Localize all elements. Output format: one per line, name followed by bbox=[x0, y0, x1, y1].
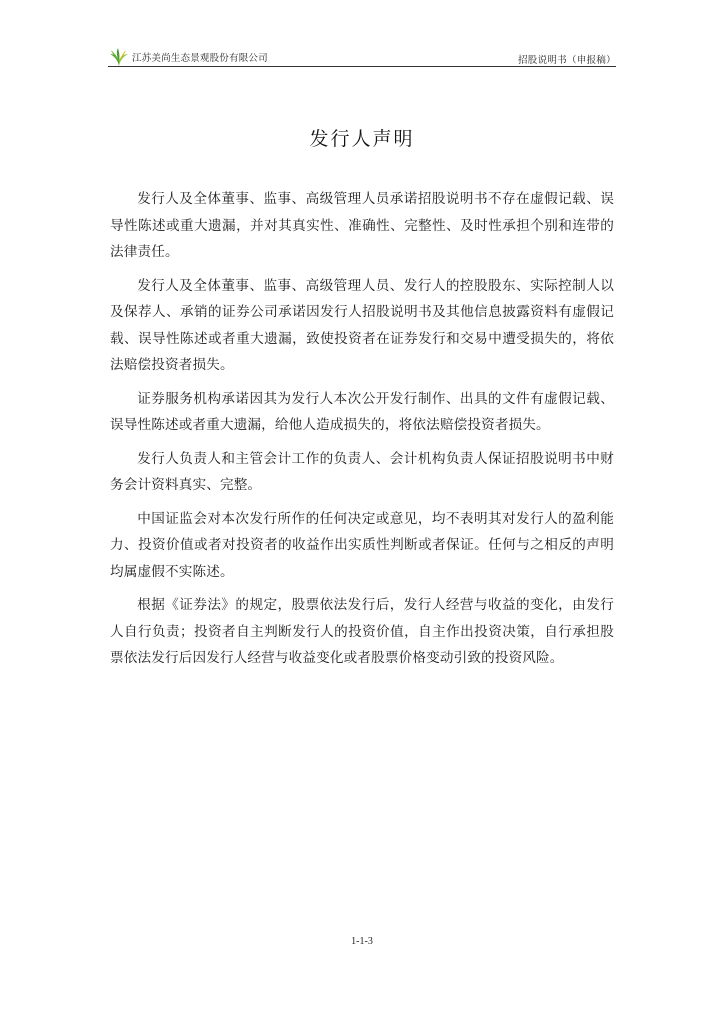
page-title: 发行人声明 bbox=[309, 128, 415, 150]
document-type: 招股说明书（申报稿） bbox=[517, 55, 616, 66]
paragraph: 根据《证券法》的规定，股票依法发行后，发行人经营与收益的变化，由发行人自行负责；投资者自主判断发行人的投资价值，自主作出投资决策，自行承担股票依法发行后因发行人经营与收益变化或者股票价格变动引致的投资风险。 bbox=[110, 597, 614, 666]
page-header bbox=[108, 46, 616, 68]
statement-body bbox=[110, 186, 614, 679]
company-name: 江苏美尚生态景观股份有限公司 bbox=[132, 53, 268, 64]
paragraph: 中国证监会对本次发行所作的任何决定或意见，均不表明其对发行人的盈利能力、投资价值或者对投资者的收益作出实质性判断或者保证。任何与之相反的声明均属虚假不实陈述。 bbox=[110, 510, 614, 580]
company-logo-icon bbox=[108, 46, 130, 68]
paragraph: 发行人及全体董事、监事、高级管理人员承诺招股说明书不存在虚假记载、误导性陈述或重大遗漏，并对其真实性、准确性、完整性、及时性承担个别和连带的法律责任。 bbox=[110, 191, 614, 260]
paragraph: 证券服务机构承诺因其为发行人本次公开发行制作、出具的文件有虚假记载、误导性陈述或者重大遗漏，给他人造成损失的，将依法赔偿投资者损失。 bbox=[110, 390, 614, 433]
page-number: 1-1-3 bbox=[351, 936, 373, 947]
paragraph: 发行人负责人和主管会计工作的负责人、会计机构负责人保证招股说明书中财务会计资料真实、完整。 bbox=[110, 450, 614, 493]
header-divider bbox=[108, 66, 616, 67]
paragraph: 发行人及全体董事、监事、高级管理人员、发行人的控股股东、实际控制人以及保荐人、承销的证券公司承诺因发行人招股说明书及其他信息披露资料有虚假记载、误导性陈述或者重大遗漏，致使投资者在证券发行和交易中遭受损失的，将依法赔偿投资者损失。 bbox=[110, 277, 614, 373]
company-block bbox=[108, 46, 268, 68]
